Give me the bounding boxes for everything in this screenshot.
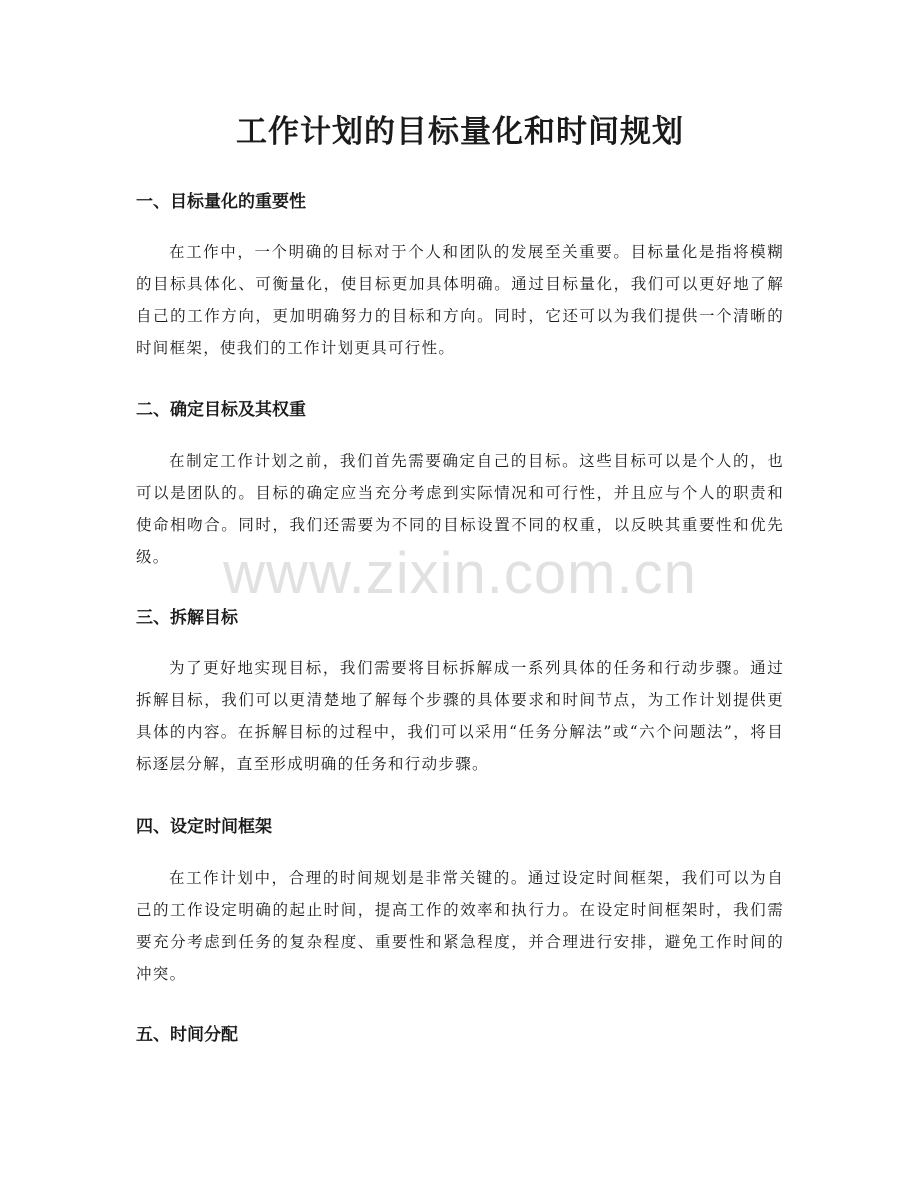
section-heading-2: 二、确定目标及其权重 <box>136 400 306 420</box>
section-heading-4: 四、设定时间框架 <box>136 817 272 837</box>
section-paragraph-1: 在工作中，一个明确的目标对于个人和团队的发展至关重要。目标量化是指将模糊的目标具体化、可衡量化，使目标更加具体明确。通过目标量化，我们可以更好地了解自己的工作方向，更加明确努力的目标和方向。同时，它还可以为我们提供一个清晰的时间框架，使我们的工作计划更具可行性。 <box>136 243 784 357</box>
section-heading-1: 一、目标量化的重要性 <box>136 192 306 212</box>
section-paragraph-4: 在工作计划中，合理的时间规划是非常关键的。通过设定时间框架，我们可以为自己的工作设定明确的起止时间，提高工作的效率和执行力。在设定时间框架时，我们需要充分考虑到任务的复杂程度、重要性和紧急程度，并合理进行安排，避免工作时间的冲突。 <box>136 869 784 983</box>
section-heading-5: 五、时间分配 <box>136 1025 238 1045</box>
watermark: www.zixin.com.cn <box>223 541 697 606</box>
document-title: 工作计划的目标量化和时间规划 <box>236 114 684 150</box>
section-paragraph-2: 在制定工作计划之前，我们首先需要确定自己的目标。这些目标可以是个人的，也可以是团队的。目标的确定应当充分考虑到实际情况和可行性，并且应与个人的职责和使命相吻合。同时，我们还需要为不同的目标设置不同的权重，以反映其重要性和优先级。 <box>136 452 784 566</box>
section-paragraph-3: 为了更好地实现目标，我们需要将目标拆解成一系列具体的任务和行动步骤。通过拆解目标，我们可以更清楚地了解每个步骤的具体要求和时间节点，为工作计划提供更具体的内容。在拆解目标的过程中，我们可以采用“任务分解法”或“六个问题法”，将目标逐层分解，直至形成明确的任务和行动步骤。 <box>136 659 784 773</box>
section-heading-3: 三、拆解目标 <box>136 608 238 628</box>
